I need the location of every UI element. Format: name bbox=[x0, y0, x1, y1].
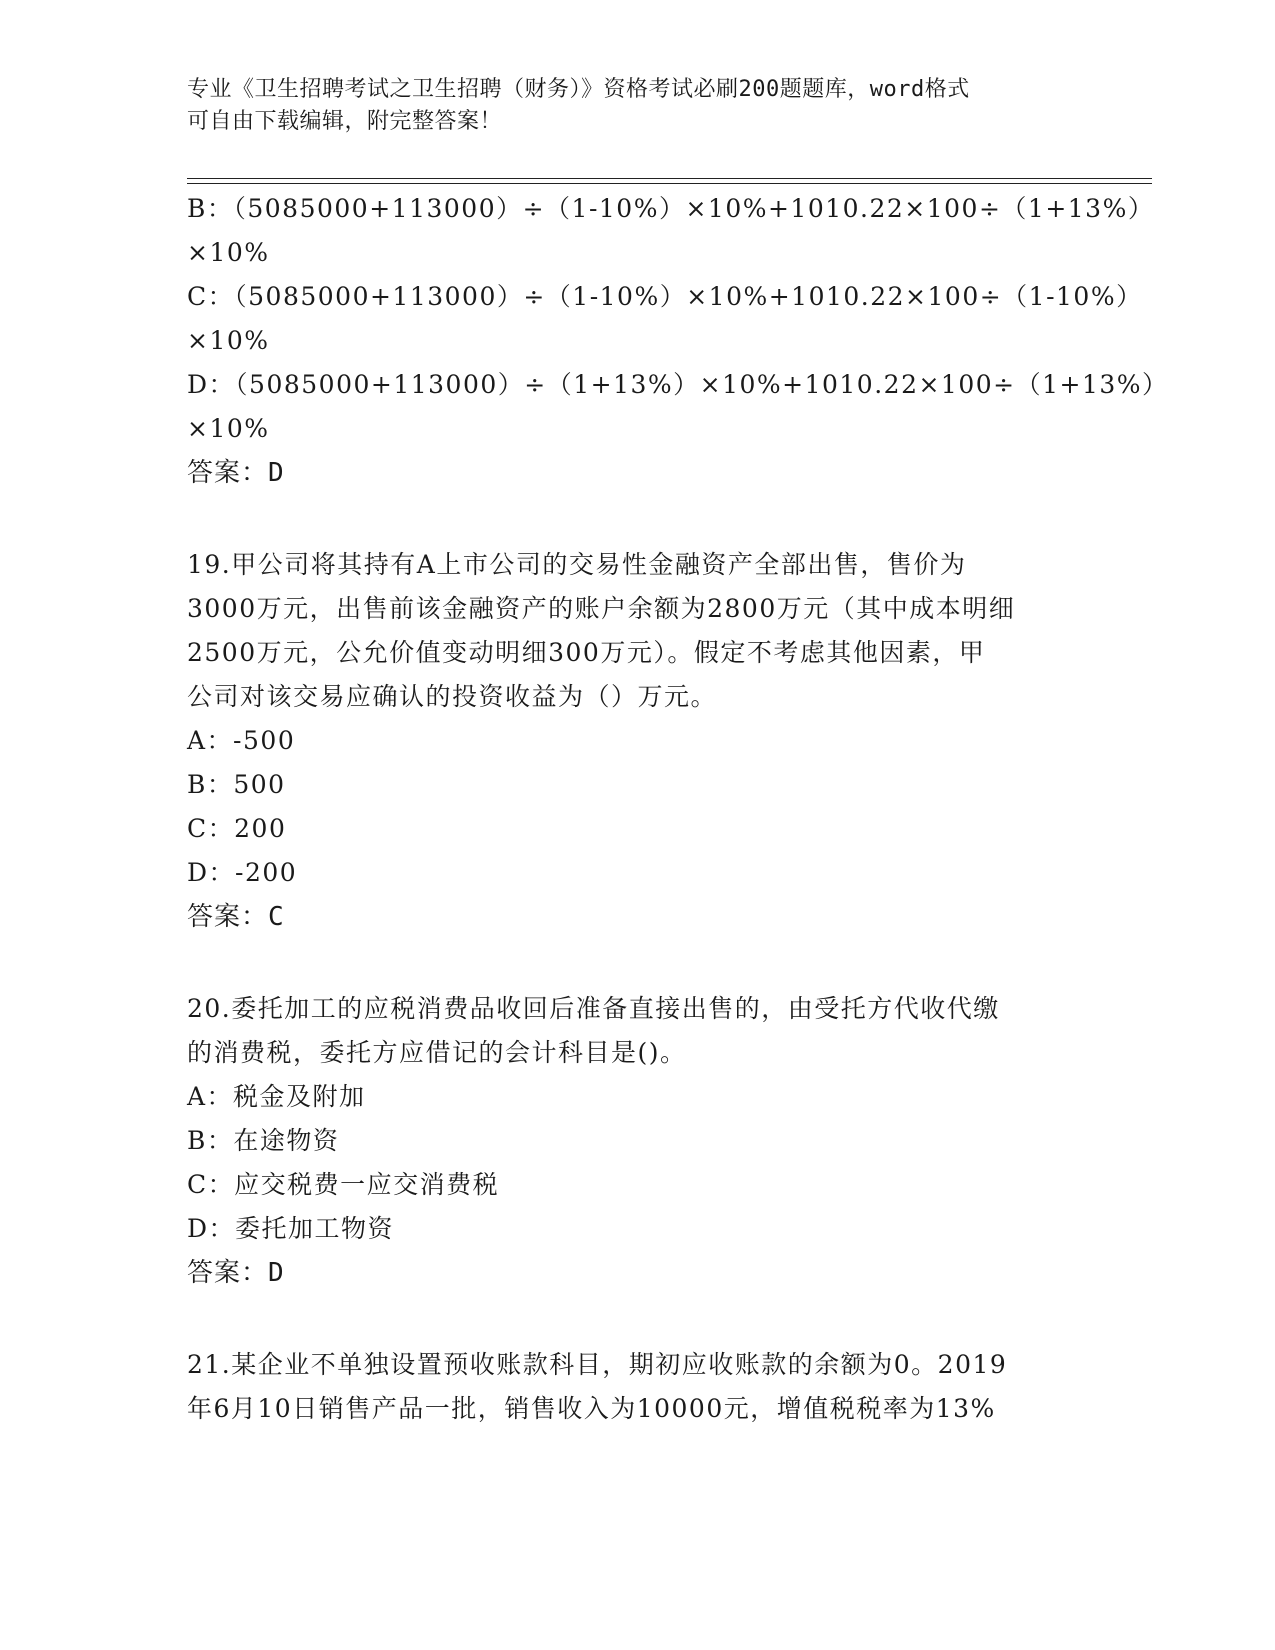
q19-answer: 答案：C bbox=[187, 902, 285, 932]
q18-option-c: C：（5085000+113000）÷（1-10%）×10%+1010.22×100÷（1-10%） bbox=[187, 282, 1143, 311]
q19-stem-line-4: 公司对该交易应确认的投资收益为（）万元。 bbox=[187, 682, 718, 711]
q19-option-d: D：-200 bbox=[187, 858, 298, 887]
q18-option-b: B：（5085000+113000）÷（1-10%）×10%+1010.22×100÷（1+13%） bbox=[187, 194, 1155, 223]
q18-option-d-continued: ×10% bbox=[187, 414, 270, 443]
header-divider-top bbox=[187, 178, 1152, 179]
q18-option-b-continued: ×10% bbox=[187, 238, 270, 267]
q19-stem-line-2: 3000万元，出售前该金融资产的账户余额为2800万元（其中成本明细 bbox=[187, 594, 1016, 623]
header-title-line-1: 专业《卫生招聘考试之卫生招聘（财务）》资格考试必刷200题题库，word格式 bbox=[187, 77, 970, 102]
q19-option-b: B：500 bbox=[187, 770, 286, 799]
header-divider-bottom bbox=[187, 183, 1152, 184]
q19-option-c: C：200 bbox=[187, 814, 287, 843]
q19-option-a: A：-500 bbox=[187, 726, 296, 755]
q20-option-c: C：应交税费一应交消费税 bbox=[187, 1170, 500, 1199]
q20-stem-line-1: 20.委托加工的应税消费品收回后准备直接出售的，由受托方代收代缴 bbox=[187, 994, 1000, 1023]
q20-answer: 答案：D bbox=[187, 1258, 285, 1288]
q21-stem-line-1: 21.某企业不单独设置预收账款科目，期初应收账款的余额为0。2019 bbox=[187, 1350, 1008, 1379]
q20-stem-line-2: 的消费税，委托方应借记的会计科目是()。 bbox=[187, 1038, 687, 1067]
q21-stem-line-2: 年6月10日销售产品一批，销售收入为10000元，增值税税率为13% bbox=[187, 1394, 996, 1423]
document-header bbox=[187, 74, 1087, 138]
q18-answer: 答案：D bbox=[187, 458, 285, 488]
q18-option-d: D：（5085000+113000）÷（1+13%）×10%+1010.22×100÷（1+13%） bbox=[187, 370, 1169, 399]
q19-stem-line-1: 19.甲公司将其持有A上市公司的交易性金融资产全部出售，售价为 bbox=[187, 550, 967, 579]
header-title-line-2: 可自由下载编辑，附完整答案！ bbox=[187, 109, 503, 134]
q20-option-d: D：委托加工物资 bbox=[187, 1214, 395, 1243]
q18-option-c-continued: ×10% bbox=[187, 326, 270, 355]
q19-stem-line-3: 2500万元，公允价值变动明细300万元）。假定不考虑其他因素，甲 bbox=[187, 638, 986, 667]
q20-option-b: B：在途物资 bbox=[187, 1126, 340, 1155]
q20-option-a: A：税金及附加 bbox=[187, 1082, 366, 1111]
